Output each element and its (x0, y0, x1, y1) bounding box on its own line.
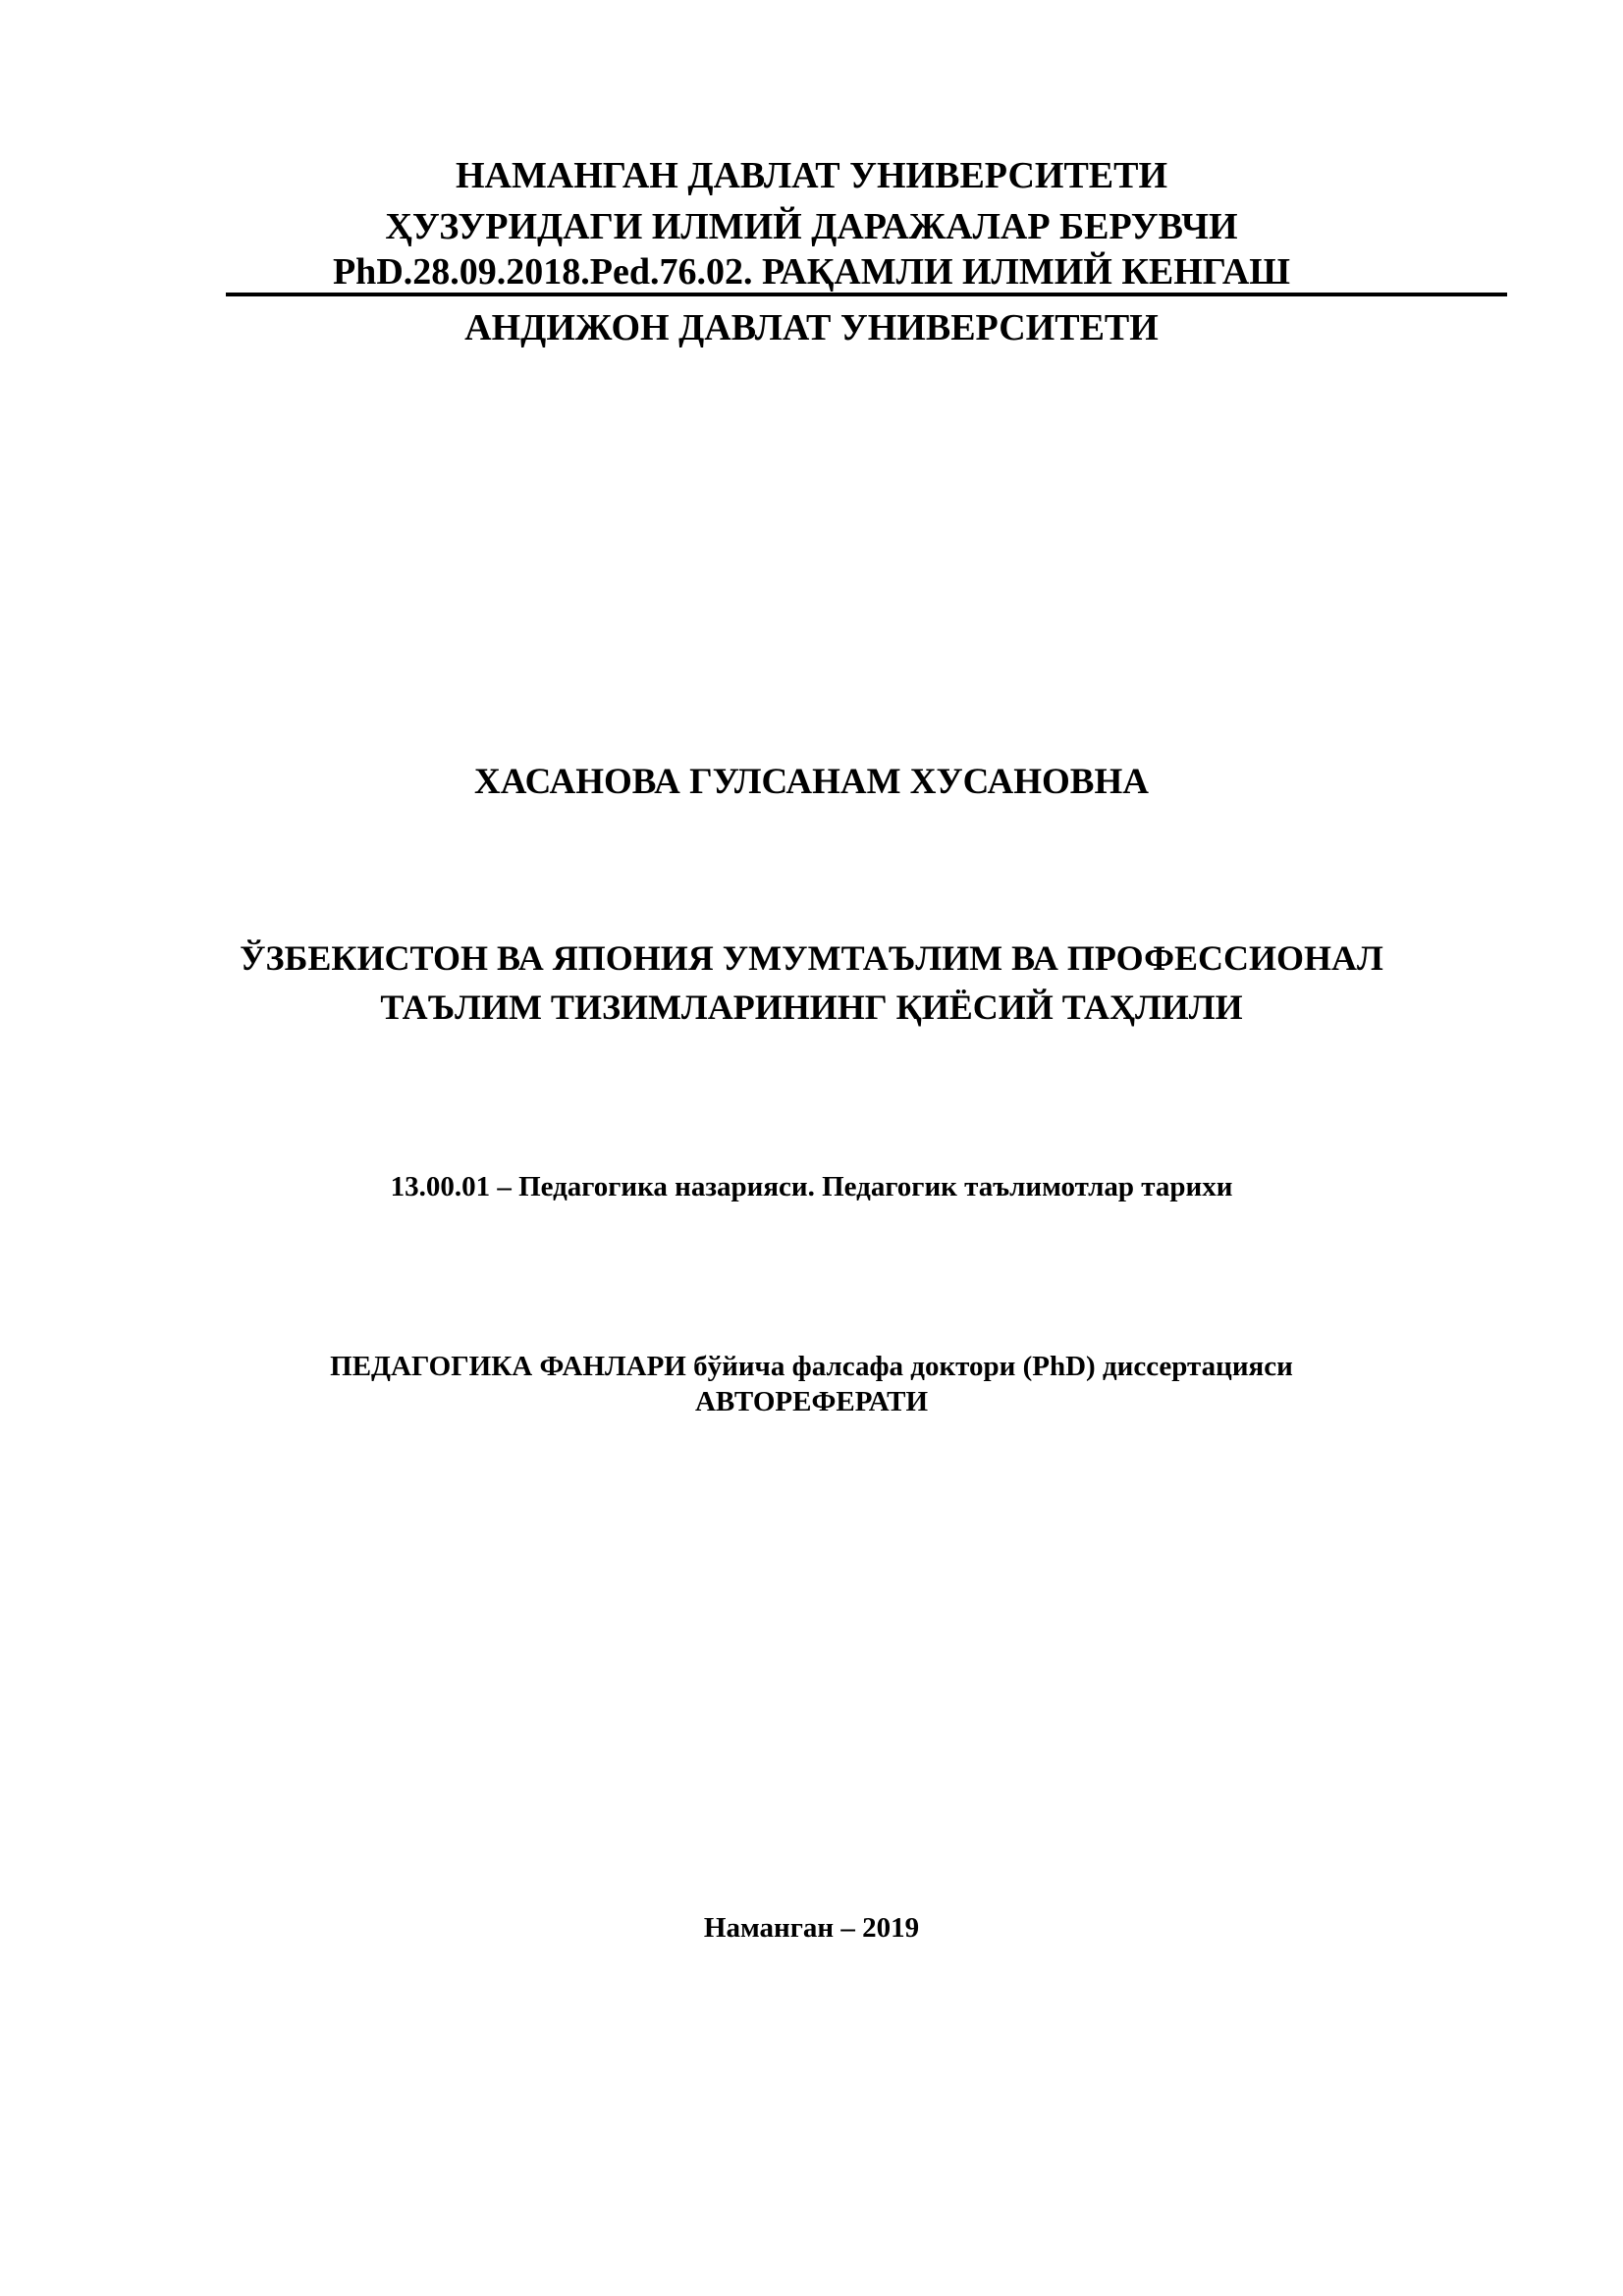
council-university-line: НАМАНГАН ДАВЛАТ УНИВЕРСИТЕТИ (455, 155, 1168, 196)
council-code-line: PhD.28.09.2018.Ped.76.02. РАҚАМЛИ ИЛМИЙ КЕНГАШ (332, 251, 1291, 293)
degree-line-2: АВТОРЕФЕРАТИ (694, 1386, 929, 1417)
dissertation-title-line-2: ТАЪЛИМ ТИЗИМЛАРИНИНГ ҚИЁСИЙ ТАҲЛИЛИ (380, 988, 1243, 1027)
institution-line: АНДИЖОН ДАВЛАТ УНИВЕРСИТЕТИ (464, 307, 1159, 348)
dissertation-title-line-1: ЎЗБЕКИСТОН ВА ЯПОНИЯ УМУМТАЪЛИМ ВА ПРОФЕССИОНАЛ (240, 938, 1383, 978)
place-and-year: Наманган – 2019 (703, 1912, 920, 1944)
author-name: ХАСАНОВА ГУЛСАНАМ ХУСАНОВНА (474, 762, 1149, 802)
degree-line-1: ПЕДАГОГИКА ФАНЛАРИ бўйича фалсафа доктори (PhD) диссертацияси (330, 1351, 1293, 1382)
council-affiliation-line: ҲУЗУРИДАГИ ИЛМИЙ ДАРАЖАЛАР БЕРУВЧИ (385, 206, 1238, 247)
specialty-code: 13.00.01 – Педагогика назарияси. Педагогик таълимотлар тарихи (390, 1171, 1233, 1202)
header-divider (226, 293, 1507, 296)
